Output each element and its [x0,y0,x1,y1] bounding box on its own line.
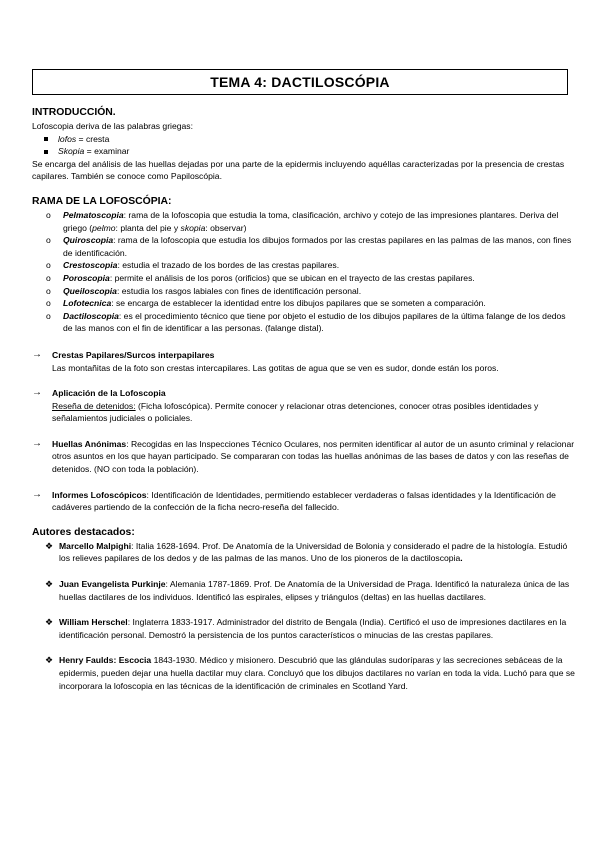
rama-term: Quiroscopia [63,235,114,246]
rama-text: : rama de la lofoscopia que estudia la toma, clasificación, archivo y cotejo de las impresiones plantares. Deriva del griego ( [63,209,559,233]
section-text: : Identificación de Identidades, permitiendo establecer verdaderas o falsas identidades y la Identificación de cadáveres partiendo de la confección de la ficha necro-reseña del fallecido. [52,489,556,513]
section-text: (Ficha lofoscópica). Permite conocer y relacionar otras detenciones, conocer otras posibles identidades y señalamientos judiciales o policiales. [52,400,539,424]
intro-paragraph: Se encarga del análisis de las huellas dejadas por una parte de la epidermis incluyendo aquéllas caracterizadas por la presencia de crestas capilares. También se conoce como Papiloscópia. [32,158,565,182]
rama-text: : estudia los rasgos labiales con fines de identificación personal. [116,285,362,296]
arrow-icon: → [32,348,42,360]
autor-item [32,578,577,603]
rama-text: : observar) [205,222,247,233]
rama-section [32,195,577,335]
huellas-section [32,438,577,476]
list-item [32,285,577,298]
word-term: Skopia [58,146,85,157]
rama-term: Queiloscopia [63,285,117,296]
list-item [32,297,577,310]
diamond-bullet-icon: ❖ [45,655,54,666]
intro-section [32,106,577,183]
informes-section [32,489,577,514]
section-text: : Recogidas en las Inspecciones Técnico Oculares, nos permiten identificar al autor de un asunto criminal y relacionar otros asuntos en los que hayan participado. Se compararan con todas las huellas anónimas de las bases de datos y con las reseñas de detenidos. (NO con toda la población). [52,438,575,475]
rama-text: : es el procedimiento técnico que tiene por objeto el estudio de los dibujos papilares de la última falange de los dedos de las manos con el fin de identificar a las personas. (falange distal). [63,310,566,334]
diamond-bullet-icon: ❖ [45,579,54,590]
autor-name: Marcello Malpighi [59,540,132,551]
intro-heading: INTRODUCCIÓN. [32,107,116,118]
autor-name: Henry Faulds [59,655,114,666]
intro-line: Lofoscopia deriva de las palabras griegas: [32,121,193,131]
page-title: TEMA 4: DACTILOSCÓPIA [210,73,390,90]
aplicacion-section [32,387,577,425]
rama-italic: skopia [180,222,206,233]
title-box [32,69,568,95]
rama-term: Crestoscopia [63,260,118,271]
autor-country: : Escocia [113,655,152,666]
autor-item [32,540,577,565]
rama-term: Pelmatoscopia [63,209,124,220]
arrow-icon: → [32,387,42,399]
rama-text: : estudia el trazado de los bordes de las crestas papilares. [117,260,340,271]
rama-italic: pelmo [92,222,116,233]
autores-section [32,526,577,692]
section-heading: Aplicación de la Lofoscopia [52,388,166,399]
autor-text: : Italia 1628-1694. Prof. De Anatomía de la Universidad de Bolonia y considerado el padre de la histología. Estudió los relieves papilares de los dedos y de las palmas de las manos. Uno de los pioneros de la dactiloscopia [59,540,568,564]
word-term: lofos [58,133,77,144]
list-item [32,272,577,285]
autor-text: 1843-1930. Médico y misionero. Descubrió que las glándulas sudoríparas y las secreciones sebáceas de la epidermis, pueden dejar una huella dactilar muy clara. Concluyó que los dibujos dactilares no varían en toda la vida. Luchó para que se incorporara la lofoscopia en las técnicas de la identificación de criminales en Scotland Yard. [59,655,575,691]
arrow-icon: → [32,437,42,449]
autor-name: Juan Evangelista Purkinje [59,579,166,590]
diamond-bullet-icon: ❖ [45,617,54,628]
list-item [32,133,577,146]
rama-text: : planta del pie y [115,222,181,233]
rama-text: : permite el análisis de los poros (orificios) que se ubican en el trayecto de las crestas papilares. [109,272,475,283]
section-heading: Crestas Papilares/Surcos interpapilares [52,349,215,360]
word-meaning: = examinar [84,146,130,157]
list-item [32,209,577,234]
autor-name: William Herschel [59,617,128,628]
rama-text: : rama de la lofoscopia que estudia los dibujos formados por las crestas papilares en las palmas de las manos, con fines de identificación. [63,235,572,258]
rama-term: Lofotecnica [63,298,112,309]
rama-heading: RAMA DE LA LOFOSCÓPIA: [32,195,172,207]
rama-text: : se encarga de establecer la identidad entre los dibujos papilares que se someten a comparación. [111,298,486,309]
autores-heading: Autores destacados: [32,526,135,538]
list-item [32,234,577,259]
document-body [32,106,577,692]
section-text: Las montañitas de la foto son crestas intercapilares. Las gotitas de agua que se ven es sudor, donde están los poros. [52,362,499,373]
section-underlined: Reseña de detenidos: [52,400,136,411]
list-item [32,259,577,272]
arrow-icon: → [32,488,42,500]
word-meaning: = cresta [76,133,110,144]
autor-tail: . [460,553,463,564]
rama-term: Poroscopia [63,272,110,283]
autor-text: : Alemania 1787-1869. Prof. De Anatomía de la Universidad de Praga. Identificó la naturaleza única de las huellas dactilares de los individuos. Identificó las espirales, elipses y triángulos (deltas) en las huellas dactilares. [59,579,570,602]
crestas-section [32,349,577,374]
rama-list [32,209,577,335]
greek-words-list [32,133,577,158]
section-heading: Huellas Anónimas [52,438,127,449]
list-item [32,310,577,335]
autor-text: : Inglaterra 1833-1917. Administrador del distrito de Bengala (India). Certificó el uso de impresiones dactilares en la identificación personal. Demostró la persistencia de los puntos característicos o minucias de las crestas papilares. [59,617,567,640]
rama-term: Dactiloscopia [63,310,119,321]
autor-item [32,616,577,641]
diamond-bullet-icon: ❖ [45,540,54,551]
autor-item [32,654,577,692]
list-item [32,145,577,158]
section-heading: Informes Lofoscópicos [52,489,147,500]
